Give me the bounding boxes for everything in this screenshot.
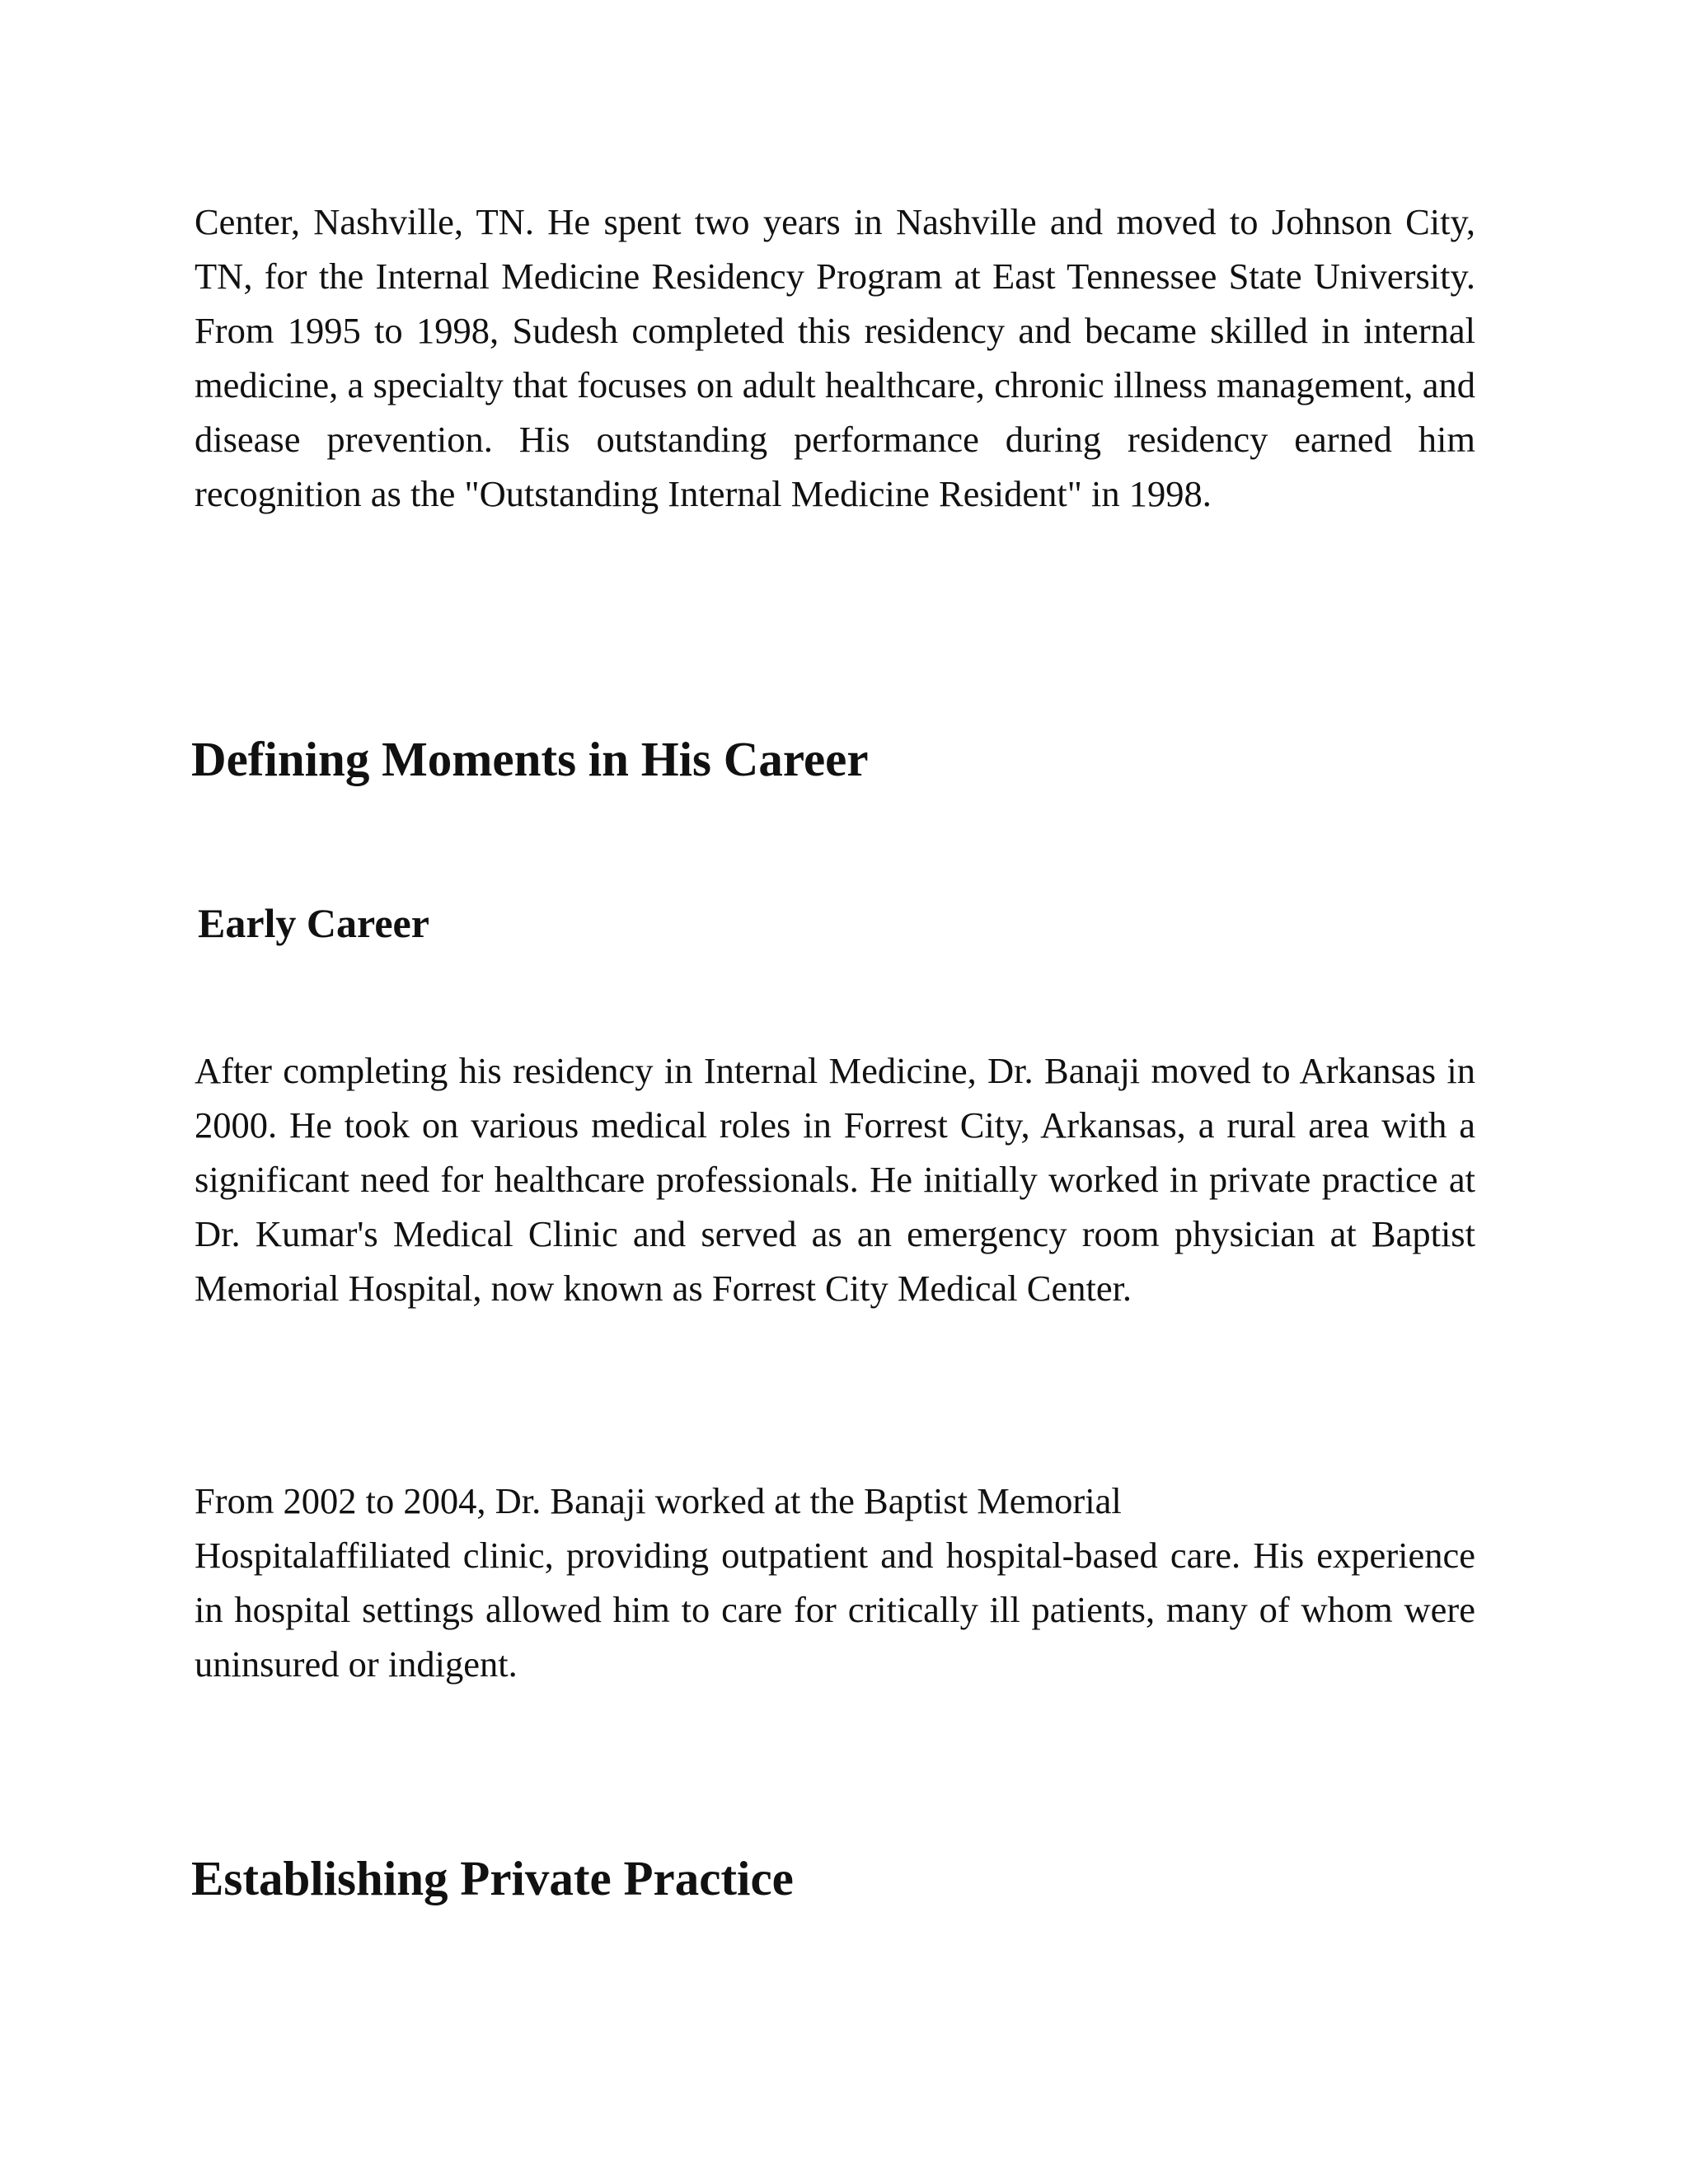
intro-paragraph: Center, Nashville, TN. He spent two years in Nashville and moved to Johnson City, TN, for the Internal Medicine Residency Program at East Tennessee State University. From 1995 to 1998, Sudesh completed this residency and became skilled in internal medicine, a specialty that focuses on adult healthcare, chronic illness management, and disease prevention. His outstanding performance during residency earned him recognition as the "Outstanding Internal Medicine Resident" in 1998. [195,201,1475,514]
section-heading-establishing-private-practice: Establishing Private Practice [191,1851,794,1905]
subsection-heading-early-career: Early Career [198,900,429,946]
hospital-paragraph: Hospitalaffiliated clinic, providing outpatient and hospital-based care. His experience in hospital settings allowed him to care for critically ill patients, many of whom were uninsured or indigent. [195,1535,1475,1685]
hospital-paragraph-first-line: From 2002 to 2004, Dr. Banaji worked at the Baptist Memorial [195,1480,1122,1521]
early-career-paragraph: After completing his residency in Internal Medicine, Dr. Banaji moved to Arkansas in 2000. He took on various medical roles in Forrest City, Arkansas, a rural area with a significant need for healthcare professionals. He initially worked in private practice at Dr. Kumar's Medical Clinic and served as an emergency room physician at Baptist Memorial Hospital, now known as Forrest City Medical Center. [195,1050,1475,1309]
section-heading-defining-moments: Defining Moments in His Career [191,732,869,786]
